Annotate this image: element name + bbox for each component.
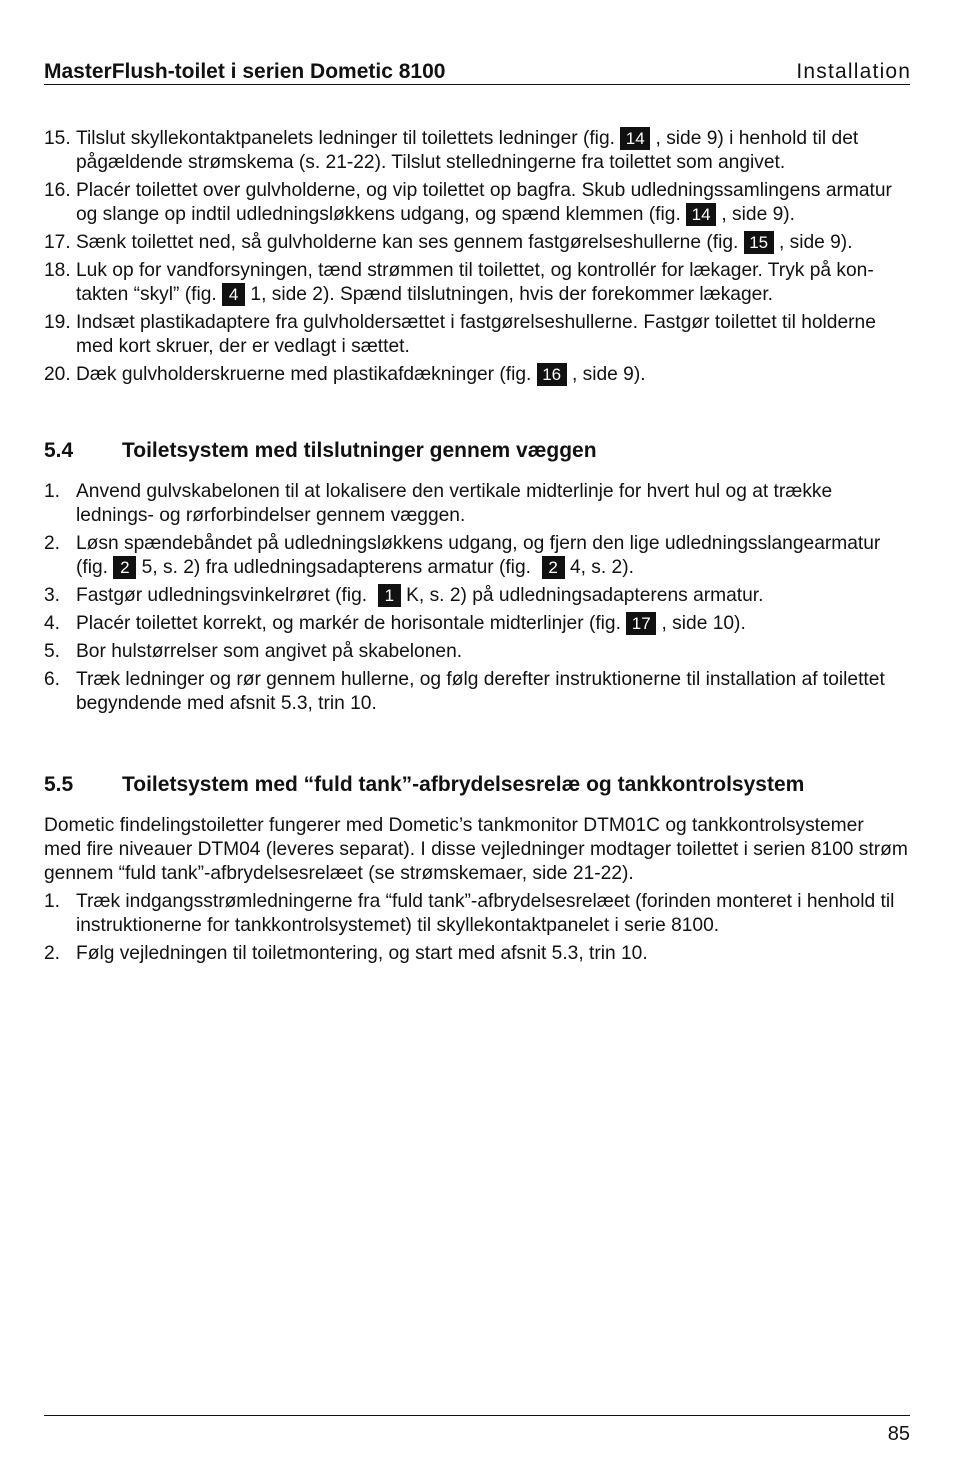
text-run: Træk ledninger og rør gennem hullerne, og følg derefter instruktionerne til installation af toilettet <box>76 669 885 690</box>
text-line <box>76 914 910 938</box>
step-number: 6. <box>44 669 61 690</box>
text-run: Placér toilettet over gulvholderne, og vip toilettet op bagfra. Skub udledningssamlingens armatur <box>76 180 892 201</box>
text-run: , side 9) i henhold til det <box>650 128 859 149</box>
text-line <box>44 838 910 862</box>
step-text <box>76 179 910 227</box>
figure-reference-badge: 15 <box>744 231 774 254</box>
text-run: med kort skruer, der er vedlagt i sættet. <box>76 336 410 357</box>
text-line <box>76 259 910 283</box>
figure-reference-badge: 16 <box>537 363 567 386</box>
section-heading-5-5 <box>44 773 910 797</box>
page-number: 85 <box>887 1423 910 1445</box>
text-line <box>44 862 910 886</box>
step-text <box>76 311 910 359</box>
text-run: pågældende strømskema (s. 21-22). Tilslut stelledningerne fra toilettet som angivet. <box>76 152 786 173</box>
text-run: , side 9). <box>716 204 795 225</box>
figure-reference-badge: 4 <box>222 283 245 306</box>
text-line <box>76 942 910 966</box>
step-number: 1. <box>44 481 61 502</box>
step-text <box>76 127 910 175</box>
text-run: Indsæt plastikadaptere fra gulvholdersættet i fastgørelseshullerne. Fastgør toilettet til holderne <box>76 312 876 333</box>
text-run: 4, s. 2). <box>564 557 634 578</box>
text-line <box>76 584 910 608</box>
list-item <box>44 480 910 528</box>
figure-reference-badge: 14 <box>686 203 716 226</box>
list-item <box>44 532 910 580</box>
list-item <box>44 890 910 938</box>
step-number: 19. <box>44 312 71 333</box>
footer-rule <box>44 1415 910 1416</box>
step-number: 3. <box>44 585 61 606</box>
text-line <box>76 640 910 664</box>
section-5-4-steps <box>44 480 910 716</box>
step-text <box>76 259 910 307</box>
text-line <box>76 283 910 307</box>
text-run: Dometic findelingstoiletter fungerer med Dometic’s tankmonitor DTM01C og tankkontrolsystemer <box>44 815 864 836</box>
text-run: , side 10). <box>656 613 746 634</box>
text-run: 5, s. 2) fra udledningsadapterens armatur (fig. <box>136 557 542 578</box>
text-run: Bor hulstørrelser som angivet på skabelonen. <box>76 641 463 662</box>
step-text <box>76 532 910 580</box>
step-number: 2. <box>44 943 61 964</box>
section-title: Toiletsystem med tilslutninger gennem væggen <box>122 439 597 462</box>
text-run: Sænk toilettet ned, så gulvholderne kan ses gennem fastgørelseshullerne (fig. <box>76 232 744 253</box>
text-line <box>76 231 910 255</box>
figure-reference-badge: 1 <box>378 584 401 607</box>
text-run: med fire niveauer DTM04 (leveres separat). I disse vejledninger modtager toilettet i serien 8100 strøm <box>44 839 908 860</box>
list-item <box>44 231 910 255</box>
list-item <box>44 668 910 716</box>
step-number: 16. <box>44 180 71 201</box>
text-line <box>76 179 910 203</box>
text-run: Fastgør udledningsvinkelrøret (fig. <box>76 585 378 606</box>
text-run: Træk indgangsstrømledningerne fra “fuld tank”-afbrydelsesrelæet (forinden monteret i henhold til <box>76 891 895 912</box>
section-heading-5-4 <box>44 439 910 463</box>
text-line <box>76 890 910 914</box>
installation-steps-continued <box>44 127 910 387</box>
step-number: 15. <box>44 128 71 149</box>
text-run: 1, side 2). Spænd tilslutningen, hvis der forekommer lækager. <box>245 284 773 305</box>
header-rule <box>44 84 910 85</box>
text-line <box>76 151 910 175</box>
step-text <box>76 668 910 716</box>
running-header <box>44 60 910 84</box>
text-run: Løsn spændebåndet på udledningsløkkens udgang, og fjern den lige udledningsslangearmatur <box>76 533 881 554</box>
text-run: Luk op for vandforsyningen, tænd strømmen til toilettet, og kontrollér for lækager. Tryk på kon- <box>76 260 874 281</box>
text-line <box>76 556 910 580</box>
step-number: 18. <box>44 260 71 281</box>
step-text <box>76 231 910 255</box>
text-line <box>76 668 910 692</box>
text-run: , side 9). <box>566 364 646 385</box>
step-text <box>76 363 910 387</box>
text-line <box>76 532 910 556</box>
text-run: Følg vejledningen til toiletmontering, og start med afsnit 5.3, trin 10. <box>76 943 648 964</box>
text-line <box>76 335 910 359</box>
text-run: Tilslut skyllekontaktpanelets ledninger til toilettets ledninger (fig. <box>76 128 621 149</box>
step-text <box>76 480 910 528</box>
step-text <box>76 640 910 664</box>
text-line <box>76 127 910 151</box>
figure-reference-badge: 2 <box>542 556 565 579</box>
figure-reference-badge: 2 <box>113 556 136 579</box>
list-item <box>44 311 910 359</box>
list-item <box>44 179 910 227</box>
text-line <box>76 363 910 387</box>
step-number: 20. <box>44 364 71 385</box>
list-item <box>44 584 910 608</box>
step-number: 1. <box>44 891 61 912</box>
list-item <box>44 942 910 966</box>
section-number: 5.5 <box>44 773 74 796</box>
text-run: Placér toilettet korrekt, og markér de horisontale midterlinjer (fig. <box>76 613 627 634</box>
step-text <box>76 584 910 608</box>
running-header-title: MasterFlush-toilet i serien Dometic 8100 <box>44 60 446 83</box>
section-5-5-intro-paragraph <box>44 814 910 886</box>
step-number: 5. <box>44 641 61 662</box>
step-text <box>76 612 910 636</box>
text-run: (fig. <box>76 557 114 578</box>
list-item <box>44 259 910 307</box>
step-text <box>76 890 910 938</box>
step-number: 4. <box>44 613 61 634</box>
list-item <box>44 363 910 387</box>
list-item <box>44 612 910 636</box>
text-run: Anvend gulvskabelonen til at lokalisere den vertikale midterlinje for hvert hul og at trække <box>76 481 833 502</box>
text-run: lednings- og rørforbindelser gennem væggen. <box>76 505 466 526</box>
section-5-5-steps <box>44 890 910 966</box>
text-run: instruktionerne for tankkontrolsystemet) til skyllekontaktpanelet i serie 8100. <box>76 915 720 936</box>
text-line <box>76 692 910 716</box>
text-line <box>76 311 910 335</box>
figure-reference-badge: 14 <box>620 127 650 150</box>
section-title: Toiletsystem med “fuld tank”-afbrydelsesrelæ og tankkontrolsystem <box>122 773 805 796</box>
text-run: , side 9). <box>773 232 853 253</box>
text-line <box>44 814 910 838</box>
text-run: takten “skyl” (fig. <box>76 284 223 305</box>
text-line <box>76 480 910 504</box>
text-run: gennem “fuld tank”-afbrydelsesrelæet (se strømskemaer, side 21-22). <box>44 863 634 884</box>
text-run: og slange op indtil udledningsløkkens udgang, og spænd klemmen (fig. <box>76 204 687 225</box>
step-number: 17. <box>44 232 71 253</box>
text-run: Dæk gulvholderskruerne med plastikafdækninger (fig. <box>76 364 537 385</box>
running-header-chapter: Installation <box>796 60 912 83</box>
step-text <box>76 942 910 966</box>
text-line <box>76 203 910 227</box>
text-run: K, s. 2) på udledningsadapterens armatur. <box>400 585 764 606</box>
text-run: begyndende med afsnit 5.3, trin 10. <box>76 693 377 714</box>
text-line <box>76 504 910 528</box>
list-item <box>44 640 910 664</box>
step-number: 2. <box>44 533 61 554</box>
list-item <box>44 127 910 175</box>
figure-reference-badge: 17 <box>626 612 656 635</box>
text-line <box>76 612 910 636</box>
section-number: 5.4 <box>44 439 74 462</box>
